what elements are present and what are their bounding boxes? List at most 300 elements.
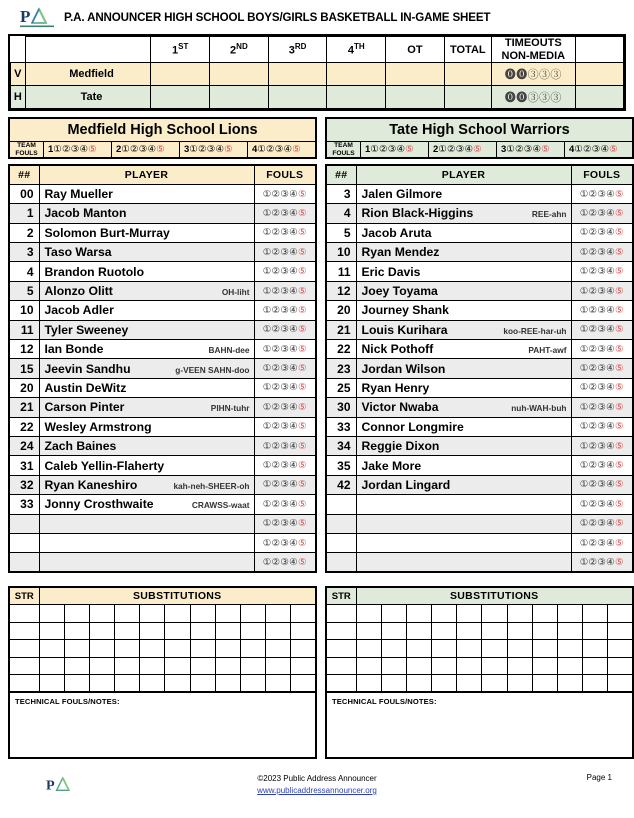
substitution-cell[interactable]: [115, 640, 140, 658]
home-team-fouls-q1[interactable]: [361, 142, 429, 157]
player-name-cell[interactable]: [356, 223, 571, 242]
substitution-cell[interactable]: [89, 605, 114, 623]
substitution-cell[interactable]: [64, 657, 89, 675]
substitution-cell[interactable]: [291, 640, 316, 658]
substitution-cell[interactable]: [608, 622, 633, 640]
substitution-cell[interactable]: [140, 657, 165, 675]
substitution-cell[interactable]: [165, 675, 190, 693]
table-row[interactable]: [9, 456, 316, 475]
player-foul-marks[interactable]: ①②③④⑤: [571, 495, 633, 514]
table-row[interactable]: [326, 243, 633, 262]
substitution-cell[interactable]: [557, 640, 582, 658]
player-name-cell[interactable]: [39, 417, 254, 436]
table-row[interactable]: [9, 320, 316, 339]
player-number[interactable]: 2: [9, 223, 39, 242]
player-number[interactable]: [326, 495, 356, 514]
substitution-cell[interactable]: [356, 675, 381, 693]
substitution-cell[interactable]: [583, 622, 608, 640]
table-row[interactable]: [326, 553, 633, 572]
substitution-cell[interactable]: [583, 605, 608, 623]
substitution-cell[interactable]: [482, 605, 507, 623]
substitution-cell[interactable]: [89, 640, 114, 658]
player-foul-marks[interactable]: ①②③④⑤: [254, 359, 316, 378]
substitution-starter-cell[interactable]: [9, 605, 39, 623]
player-name-cell[interactable]: [39, 184, 254, 203]
visitor-team-fouls-q1[interactable]: [44, 142, 112, 157]
footer-website-link[interactable]: www.publicaddressannouncer.org: [257, 785, 377, 795]
substitution-cell[interactable]: [432, 675, 457, 693]
substitution-row[interactable]: [9, 622, 316, 640]
visitor-q1-score[interactable]: [151, 63, 210, 86]
substitution-cell[interactable]: [165, 657, 190, 675]
substitution-cell[interactable]: [64, 622, 89, 640]
table-row[interactable]: [326, 514, 633, 533]
player-foul-marks[interactable]: ①②③④⑤: [571, 320, 633, 339]
player-foul-marks[interactable]: ①②③④⑤: [571, 514, 633, 533]
player-name-cell[interactable]: [356, 436, 571, 455]
table-row[interactable]: [9, 281, 316, 300]
player-name-cell[interactable]: [39, 301, 254, 320]
substitution-cell[interactable]: [482, 640, 507, 658]
substitution-cell[interactable]: [608, 640, 633, 658]
substitution-cell[interactable]: [89, 622, 114, 640]
substitution-cell[interactable]: [291, 675, 316, 693]
player-name-cell[interactable]: [356, 495, 571, 514]
substitution-cell[interactable]: [482, 657, 507, 675]
home-team-fouls-q2[interactable]: [429, 142, 497, 157]
player-foul-marks[interactable]: ①②③④⑤: [571, 262, 633, 281]
substitution-cell[interactable]: [140, 640, 165, 658]
home-q3-score[interactable]: [268, 86, 327, 109]
player-foul-marks[interactable]: ①②③④⑤: [254, 456, 316, 475]
player-number[interactable]: 15: [9, 359, 39, 378]
substitution-cell[interactable]: [115, 657, 140, 675]
table-row[interactable]: [326, 417, 633, 436]
player-number[interactable]: 1: [9, 204, 39, 223]
table-row[interactable]: [326, 398, 633, 417]
player-name-cell[interactable]: [356, 301, 571, 320]
table-row[interactable]: [9, 398, 316, 417]
home-q2-score[interactable]: [210, 86, 269, 109]
substitution-cell[interactable]: [457, 675, 482, 693]
substitution-cell[interactable]: [557, 605, 582, 623]
home-technical-fouls-notes[interactable]: TECHNICAL FOULS/NOTES:: [325, 693, 634, 759]
player-name-cell[interactable]: [39, 223, 254, 242]
player-number[interactable]: 10: [326, 243, 356, 262]
substitution-starter-cell[interactable]: [326, 657, 356, 675]
table-row[interactable]: [326, 281, 633, 300]
player-number[interactable]: 32: [9, 475, 39, 494]
substitution-cell[interactable]: [190, 605, 215, 623]
player-name-cell[interactable]: [356, 417, 571, 436]
substitution-cell[interactable]: [240, 640, 265, 658]
table-row[interactable]: [326, 223, 633, 242]
team-fouls-marks[interactable]: ①②③④⑤: [257, 144, 301, 155]
substitution-cell[interactable]: [190, 675, 215, 693]
table-row[interactable]: [9, 262, 316, 281]
home-ot-score[interactable]: [386, 86, 445, 109]
home-q1-score[interactable]: [151, 86, 210, 109]
substitution-cell[interactable]: [39, 605, 64, 623]
player-foul-marks[interactable]: ①②③④⑤: [571, 359, 633, 378]
substitution-cell[interactable]: [406, 622, 431, 640]
substitution-cell[interactable]: [165, 622, 190, 640]
substitution-cell[interactable]: [381, 675, 406, 693]
substitution-cell[interactable]: [39, 657, 64, 675]
visitor-team-fouls-q2[interactable]: [112, 142, 180, 157]
substitution-cell[interactable]: [356, 657, 381, 675]
player-number[interactable]: 21: [9, 398, 39, 417]
player-foul-marks[interactable]: ①②③④⑤: [254, 340, 316, 359]
substitution-cell[interactable]: [240, 657, 265, 675]
player-name-cell[interactable]: [356, 378, 571, 397]
player-number[interactable]: 12: [9, 340, 39, 359]
substitution-cell[interactable]: [240, 675, 265, 693]
player-number[interactable]: 4: [326, 204, 356, 223]
player-foul-marks[interactable]: ①②③④⑤: [254, 281, 316, 300]
substitution-cell[interactable]: [215, 657, 240, 675]
player-name-cell[interactable]: [39, 320, 254, 339]
player-number[interactable]: 5: [9, 281, 39, 300]
table-row[interactable]: [9, 204, 316, 223]
substitution-cell[interactable]: [190, 657, 215, 675]
table-row[interactable]: [326, 204, 633, 223]
player-foul-marks[interactable]: ①②③④⑤: [254, 398, 316, 417]
team-fouls-marks[interactable]: ①②③④⑤: [370, 144, 414, 155]
substitution-cell[interactable]: [457, 622, 482, 640]
table-row[interactable]: [9, 301, 316, 320]
substitution-cell[interactable]: [291, 605, 316, 623]
player-number[interactable]: [9, 514, 39, 533]
player-name-cell[interactable]: [39, 340, 254, 359]
substitution-cell[interactable]: [608, 657, 633, 675]
substitution-row[interactable]: [326, 640, 633, 658]
team-fouls-marks[interactable]: ①②③④⑤: [53, 144, 97, 155]
player-foul-marks[interactable]: ①②③④⑤: [571, 553, 633, 572]
substitution-cell[interactable]: [583, 640, 608, 658]
player-number[interactable]: [326, 533, 356, 552]
substitution-cell[interactable]: [356, 622, 381, 640]
substitution-cell[interactable]: [432, 640, 457, 658]
substitution-cell[interactable]: [215, 675, 240, 693]
substitution-cell[interactable]: [39, 622, 64, 640]
substitution-starter-cell[interactable]: [9, 640, 39, 658]
substitution-cell[interactable]: [165, 640, 190, 658]
player-name-cell[interactable]: [39, 378, 254, 397]
player-number[interactable]: 33: [326, 417, 356, 436]
visitor-total-score[interactable]: [444, 63, 491, 86]
team-fouls-marks[interactable]: ①②③④⑤: [189, 144, 233, 155]
player-number[interactable]: [9, 533, 39, 552]
substitution-cell[interactable]: [215, 622, 240, 640]
substitution-cell[interactable]: [608, 675, 633, 693]
player-number[interactable]: 11: [326, 262, 356, 281]
substitution-starter-cell[interactable]: [326, 640, 356, 658]
team-fouls-marks[interactable]: ①②③④⑤: [574, 144, 618, 155]
player-name-cell[interactable]: [39, 243, 254, 262]
player-number[interactable]: 20: [326, 301, 356, 320]
substitution-cell[interactable]: [115, 622, 140, 640]
table-row[interactable]: [9, 417, 316, 436]
player-foul-marks[interactable]: ①②③④⑤: [571, 417, 633, 436]
player-foul-marks[interactable]: ①②③④⑤: [254, 495, 316, 514]
table-row[interactable]: [326, 378, 633, 397]
player-name-cell[interactable]: [39, 495, 254, 514]
player-foul-marks[interactable]: ①②③④⑤: [254, 475, 316, 494]
substitution-cell[interactable]: [608, 605, 633, 623]
substitution-starter-cell[interactable]: [326, 675, 356, 693]
player-name-cell[interactable]: [39, 514, 254, 533]
substitution-cell[interactable]: [215, 640, 240, 658]
table-row[interactable]: [326, 340, 633, 359]
player-name-cell[interactable]: [356, 398, 571, 417]
player-number[interactable]: 30: [326, 398, 356, 417]
player-name-cell[interactable]: [39, 281, 254, 300]
table-row[interactable]: [9, 436, 316, 455]
player-name-cell[interactable]: [356, 281, 571, 300]
table-row[interactable]: [326, 184, 633, 203]
table-row[interactable]: [326, 533, 633, 552]
visitor-timeouts[interactable]: ⓿⓿③③③: [491, 63, 575, 86]
player-foul-marks[interactable]: ①②③④⑤: [254, 320, 316, 339]
player-name-cell[interactable]: [39, 262, 254, 281]
substitution-cell[interactable]: [482, 622, 507, 640]
substitution-cell[interactable]: [381, 605, 406, 623]
home-team-fouls-q3[interactable]: [497, 142, 565, 157]
player-foul-marks[interactable]: ①②③④⑤: [571, 378, 633, 397]
substitution-cell[interactable]: [432, 657, 457, 675]
substitution-cell[interactable]: [557, 657, 582, 675]
table-row[interactable]: [326, 495, 633, 514]
player-number[interactable]: 00: [9, 184, 39, 203]
substitution-cell[interactable]: [532, 605, 557, 623]
substitution-row[interactable]: [326, 675, 633, 693]
player-name-cell[interactable]: [39, 475, 254, 494]
player-foul-marks[interactable]: ①②③④⑤: [571, 301, 633, 320]
home-timeouts[interactable]: ⓿⓿③③③: [491, 86, 575, 109]
substitution-cell[interactable]: [266, 657, 291, 675]
table-row[interactable]: [9, 553, 316, 572]
substitution-cell[interactable]: [240, 622, 265, 640]
visitor-ot-score[interactable]: [386, 63, 445, 86]
substitution-row[interactable]: [9, 605, 316, 623]
substitution-cell[interactable]: [507, 657, 532, 675]
player-number[interactable]: [9, 553, 39, 572]
player-foul-marks[interactable]: ①②③④⑤: [571, 223, 633, 242]
player-number[interactable]: 3: [326, 184, 356, 203]
player-number[interactable]: 10: [9, 301, 39, 320]
substitution-cell[interactable]: [291, 657, 316, 675]
substitution-cell[interactable]: [190, 622, 215, 640]
player-number[interactable]: 12: [326, 281, 356, 300]
table-row[interactable]: [9, 359, 316, 378]
player-number[interactable]: 34: [326, 436, 356, 455]
substitution-cell[interactable]: [140, 605, 165, 623]
substitution-cell[interactable]: [89, 657, 114, 675]
substitution-cell[interactable]: [583, 675, 608, 693]
table-row[interactable]: [9, 475, 316, 494]
substitution-starter-cell[interactable]: [9, 675, 39, 693]
substitution-cell[interactable]: [140, 622, 165, 640]
substitution-cell[interactable]: [432, 605, 457, 623]
player-name-cell[interactable]: [39, 533, 254, 552]
player-name-cell[interactable]: [356, 359, 571, 378]
player-foul-marks[interactable]: ①②③④⑤: [571, 436, 633, 455]
substitution-starter-cell[interactable]: [9, 657, 39, 675]
substitution-cell[interactable]: [266, 640, 291, 658]
player-name-cell[interactable]: [39, 436, 254, 455]
player-foul-marks[interactable]: ①②③④⑤: [254, 533, 316, 552]
team-fouls-marks[interactable]: ①②③④⑤: [506, 144, 550, 155]
player-foul-marks[interactable]: ①②③④⑤: [254, 223, 316, 242]
substitution-starter-cell[interactable]: [326, 605, 356, 623]
player-name-cell[interactable]: [39, 204, 254, 223]
player-foul-marks[interactable]: ①②③④⑤: [254, 262, 316, 281]
visitor-team-fouls-q3[interactable]: [180, 142, 248, 157]
substitution-cell[interactable]: [532, 657, 557, 675]
visitor-team-fouls-q4[interactable]: [248, 142, 315, 157]
player-number[interactable]: 35: [326, 456, 356, 475]
player-name-cell[interactable]: [356, 184, 571, 203]
player-foul-marks[interactable]: ①②③④⑤: [254, 204, 316, 223]
player-number[interactable]: 23: [326, 359, 356, 378]
home-q4-score[interactable]: [327, 86, 386, 109]
substitution-cell[interactable]: [165, 605, 190, 623]
table-row[interactable]: [9, 378, 316, 397]
visitor-q3-score[interactable]: [268, 63, 327, 86]
player-number[interactable]: 21: [326, 320, 356, 339]
substitution-cell[interactable]: [482, 675, 507, 693]
player-number[interactable]: [326, 553, 356, 572]
table-row[interactable]: [9, 184, 316, 203]
player-name-cell[interactable]: [39, 553, 254, 572]
substitution-cell[interactable]: [64, 675, 89, 693]
substitution-cell[interactable]: [215, 605, 240, 623]
player-name-cell[interactable]: [39, 398, 254, 417]
substitution-row[interactable]: [9, 640, 316, 658]
substitution-cell[interactable]: [266, 622, 291, 640]
substitution-cell[interactable]: [140, 675, 165, 693]
player-number[interactable]: 20: [9, 378, 39, 397]
substitution-cell[interactable]: [457, 640, 482, 658]
substitution-cell[interactable]: [457, 605, 482, 623]
visitor-q4-score[interactable]: [327, 63, 386, 86]
substitution-cell[interactable]: [532, 640, 557, 658]
table-row[interactable]: [9, 533, 316, 552]
substitution-cell[interactable]: [64, 640, 89, 658]
substitution-cell[interactable]: [39, 675, 64, 693]
player-foul-marks[interactable]: ①②③④⑤: [571, 456, 633, 475]
table-row[interactable]: [9, 495, 316, 514]
substitution-cell[interactable]: [406, 605, 431, 623]
substitution-cell[interactable]: [266, 675, 291, 693]
substitution-cell[interactable]: [356, 605, 381, 623]
substitution-cell[interactable]: [507, 675, 532, 693]
player-foul-marks[interactable]: ①②③④⑤: [254, 417, 316, 436]
substitution-cell[interactable]: [532, 675, 557, 693]
visitor-spare-cell[interactable]: [575, 63, 623, 86]
player-number[interactable]: 3: [9, 243, 39, 262]
player-number[interactable]: 11: [9, 320, 39, 339]
substitution-cell[interactable]: [507, 640, 532, 658]
substitution-cell[interactable]: [507, 605, 532, 623]
player-foul-marks[interactable]: ①②③④⑤: [571, 533, 633, 552]
table-row[interactable]: [9, 243, 316, 262]
player-name-cell[interactable]: [356, 475, 571, 494]
player-number[interactable]: 4: [9, 262, 39, 281]
player-foul-marks[interactable]: ①②③④⑤: [254, 514, 316, 533]
table-row[interactable]: [9, 514, 316, 533]
player-name-cell[interactable]: [356, 514, 571, 533]
player-name-cell[interactable]: [356, 204, 571, 223]
table-row[interactable]: [326, 359, 633, 378]
table-row[interactable]: [9, 223, 316, 242]
substitution-cell[interactable]: [291, 622, 316, 640]
player-name-cell[interactable]: [356, 553, 571, 572]
player-foul-marks[interactable]: ①②③④⑤: [571, 184, 633, 203]
player-number[interactable]: 42: [326, 475, 356, 494]
substitution-starter-cell[interactable]: [9, 622, 39, 640]
player-foul-marks[interactable]: ①②③④⑤: [571, 340, 633, 359]
player-number[interactable]: 22: [326, 340, 356, 359]
substitution-cell[interactable]: [240, 605, 265, 623]
player-number[interactable]: 5: [326, 223, 356, 242]
table-row[interactable]: [326, 456, 633, 475]
player-foul-marks[interactable]: ①②③④⑤: [571, 204, 633, 223]
substitution-cell[interactable]: [356, 640, 381, 658]
substitution-cell[interactable]: [115, 675, 140, 693]
home-team-fouls-q4[interactable]: [565, 142, 632, 157]
player-number[interactable]: 25: [326, 378, 356, 397]
substitution-cell[interactable]: [190, 640, 215, 658]
player-foul-marks[interactable]: ①②③④⑤: [571, 475, 633, 494]
substitution-cell[interactable]: [557, 675, 582, 693]
player-foul-marks[interactable]: ①②③④⑤: [254, 553, 316, 572]
player-foul-marks[interactable]: ①②③④⑤: [571, 398, 633, 417]
substitution-cell[interactable]: [381, 640, 406, 658]
home-spare-cell[interactable]: [575, 86, 623, 109]
player-foul-marks[interactable]: ①②③④⑤: [254, 243, 316, 262]
player-name-cell[interactable]: [356, 340, 571, 359]
substitution-row[interactable]: [326, 622, 633, 640]
player-name-cell[interactable]: [39, 359, 254, 378]
player-number[interactable]: 24: [9, 436, 39, 455]
substitution-cell[interactable]: [64, 605, 89, 623]
player-name-cell[interactable]: [356, 320, 571, 339]
player-foul-marks[interactable]: ①②③④⑤: [254, 184, 316, 203]
substitution-cell[interactable]: [406, 657, 431, 675]
substitution-cell[interactable]: [266, 605, 291, 623]
player-name-cell[interactable]: [356, 243, 571, 262]
player-name-cell[interactable]: [356, 262, 571, 281]
table-row[interactable]: [326, 436, 633, 455]
substitution-row[interactable]: [9, 657, 316, 675]
substitution-cell[interactable]: [432, 622, 457, 640]
substitution-row[interactable]: [326, 657, 633, 675]
player-number[interactable]: 33: [9, 495, 39, 514]
visitor-q2-score[interactable]: [210, 63, 269, 86]
team-fouls-marks[interactable]: ①②③④⑤: [121, 144, 165, 155]
table-row[interactable]: [326, 475, 633, 494]
substitution-row[interactable]: [326, 605, 633, 623]
player-number[interactable]: 31: [9, 456, 39, 475]
substitution-cell[interactable]: [39, 640, 64, 658]
substitution-cell[interactable]: [381, 657, 406, 675]
player-foul-marks[interactable]: ①②③④⑤: [254, 378, 316, 397]
substitution-cell[interactable]: [557, 622, 582, 640]
substitution-cell[interactable]: [507, 622, 532, 640]
player-foul-marks[interactable]: ①②③④⑤: [254, 436, 316, 455]
